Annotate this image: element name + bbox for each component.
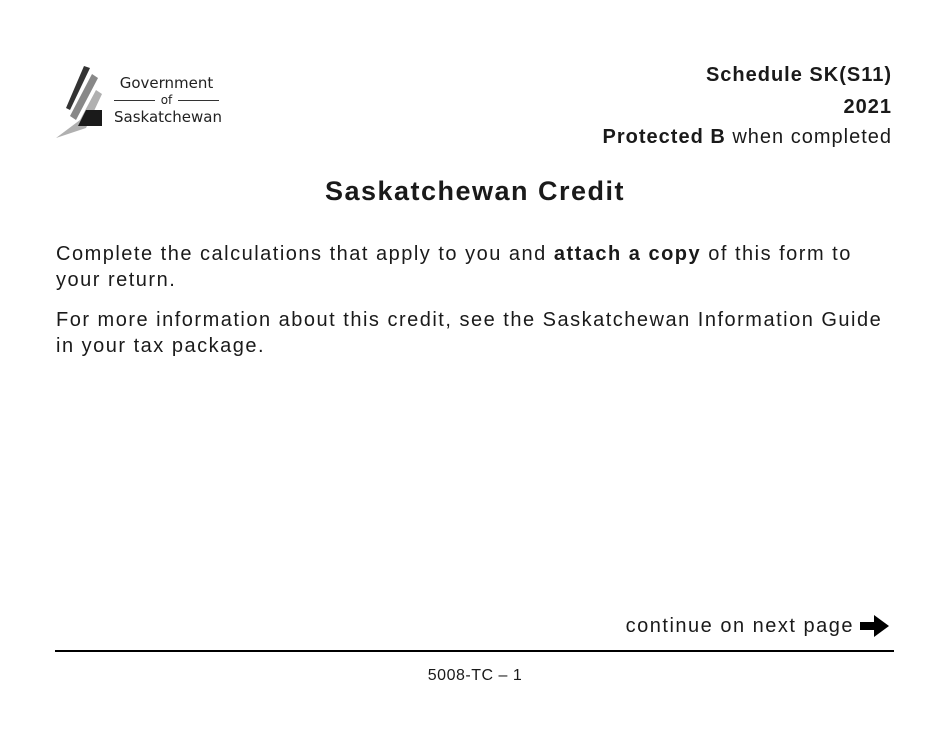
protected-suffix: when completed	[725, 126, 892, 148]
info-paragraph: For more information about this credit, see the Saskatchewan Information Guide in your tax package.	[56, 309, 883, 357]
logo-wordmark	[114, 74, 224, 126]
instruction-paragraph	[56, 241, 896, 293]
continue-next-page	[626, 614, 890, 638]
logo-line-of: of	[160, 92, 173, 107]
page-title: Saskatchewan Credit	[324, 176, 626, 206]
instruction-emphasis: attach a copy	[553, 243, 702, 265]
saskatchewan-logo-icon	[56, 64, 104, 140]
logo-line-saskatchewan: Saskatchewan	[114, 108, 222, 126]
protected-notice	[603, 124, 892, 150]
logo-rule-right	[178, 100, 219, 101]
continue-label: continue on next page	[625, 614, 854, 637]
logo-line-government: Government	[119, 74, 214, 92]
government-logo	[56, 64, 226, 140]
tax-year: 2021	[843, 96, 892, 118]
logo-of-row	[114, 92, 219, 108]
arrow-right-icon	[860, 614, 890, 638]
footer-divider	[55, 650, 894, 652]
schedule-label: Schedule SK(S11)	[705, 64, 892, 86]
protected-level: Protected B	[602, 126, 726, 148]
form-header	[603, 62, 892, 150]
form-code: 5008-TC – 1	[427, 667, 523, 684]
logo-rule-left	[114, 100, 155, 101]
instruction-text-end: of this form to your return.	[56, 243, 852, 291]
instruction-text-start: Complete the calculations that apply to you and	[56, 243, 554, 265]
